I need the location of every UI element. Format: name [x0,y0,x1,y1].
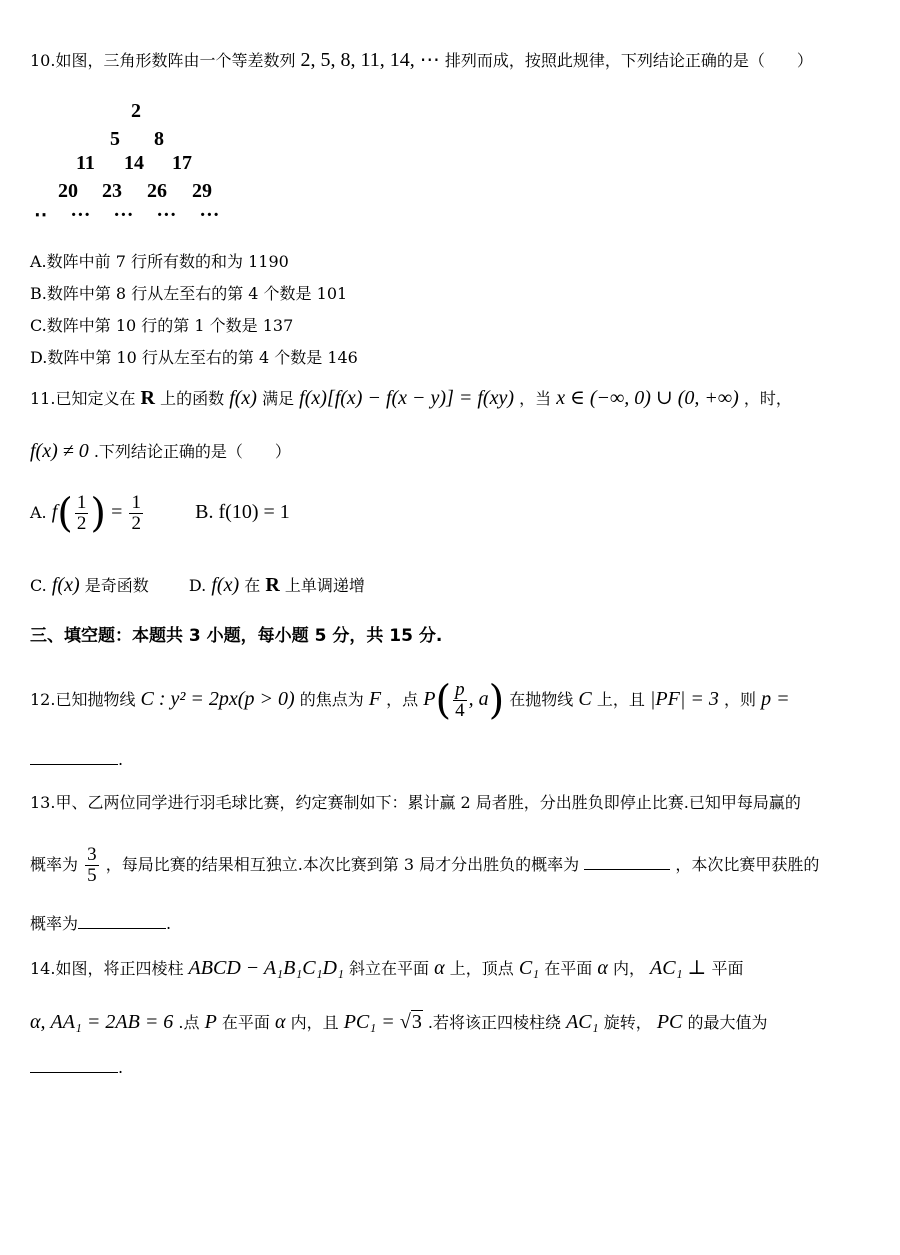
q13-probability-frac: $\frac{3}{5}$ [87,844,97,886]
q11-stem-num: 11.已知定义在 [30,389,136,408]
q14-vertex-c1: C₁ [518,957,540,979]
q10-option-a: A.数阵中前 7 行所有数的和为 1190 [30,252,289,271]
q13-line1: 13.甲、乙两位同学进行羽毛球比赛，约定赛制如下：累计赢 2 局者胜，分出胜负即停止比赛.已知甲每局赢的 [30,793,801,812]
triangle-cell: 14 [124,152,144,174]
q12-stem-b: 的焦点为 [299,689,364,709]
q14-line2 [30,1012,767,1032]
q12-answer-line [30,750,123,768]
q14-line1-f: 平面 [711,959,744,978]
q14-line2-g: 的最大值为 [687,1013,768,1032]
q14-end: . [118,1058,124,1077]
q14-ac1-perp: AC₁ ⊥ [650,957,707,979]
q14-line1-c: 上，顶点 [449,959,514,978]
triangle-cell: 20 [58,180,78,202]
q12-pf: |PF| = 3 [649,687,719,710]
q14-prism: ABCD − A₁B₁C₁D₁ [188,957,344,979]
q11-option-d-label: D. [188,576,207,595]
q13-end: . [166,914,172,933]
q13-line3 [30,914,171,932]
q14-line2-c: 在平面 [221,1013,270,1032]
triangle-cell: 29 [192,180,212,202]
q12-curve-name: C [578,687,592,710]
q11-real-set: R [140,387,155,409]
q11-function: f(x) [229,387,257,409]
q10-option-c: C.数阵中第 10 行的第 1 个数是 137 [30,316,294,335]
q14-line2-d: 内，且 [290,1013,339,1032]
q14-line1-b: 斜立在平面 [349,959,430,978]
q11-options-ab: A. f( $\frac{1}{2}$ ) = $\frac{1}{2}$ B. f(10) = 1 [30,490,290,537]
triangle-cell: 8 [154,128,164,150]
q12-point: P [423,687,436,710]
q14-pc: PC [656,1011,683,1033]
q14-alpha: α [434,957,445,979]
q11-option-a-equals: = [111,500,123,523]
q11-option-d-f: f(x) [211,574,240,596]
q11-stem-line1 [30,388,792,408]
q14-answer-line [30,1058,123,1076]
q11-option-d-real-set: R [265,574,280,596]
q11-domain: x ∈ (−∞, 0) ∪ (0, +∞) [556,387,739,409]
q14-point-p: P [204,1011,217,1033]
q13-line2-c: ，本次比赛甲获胜的 [675,854,820,874]
q12-point-y: , a [468,687,489,710]
q11-stem-e: .下列结论正确的是（ ） [93,442,291,461]
q14-line1-d: 在平面 [544,959,593,978]
q11-option-b: B. f(10) = 1 [195,500,290,523]
q12-p-equals: p = [761,687,790,710]
triangle-cell: 11 [76,152,95,174]
q14-alpha-2: α [597,957,608,979]
q10-option-d: D.数阵中第 10 行从左至右的第 4 个数是 146 [30,348,358,367]
q13-line2-b: ，每局比赛的结果相互独立.本次比赛到第 3 局才分出胜负的概率为 [105,854,580,874]
q12-end: . [118,750,124,769]
q12-stem-f: ，则 [723,689,756,709]
q13-answer-blank-1[interactable] [584,855,670,870]
q11-option-d-text1: 在 [244,576,261,595]
q10-stem [30,50,813,70]
q14-line1-e: 内， [612,959,645,978]
q14-line2-e: .若将该正四棱柱绕 [427,1013,561,1032]
q12-stem-a: 12.已知抛物线 [30,689,136,709]
q10-option-b: B.数阵中第 8 行从左至右的第 4 个数是 101 [30,284,348,303]
triangle-cell: 26 [147,180,167,202]
q11-stem-line2 [30,441,291,461]
q14-line1-a: 14.如图，将正四棱柱 [30,959,184,978]
q11-stem-b: 满足 [262,389,295,408]
q11-stem-a: 上的函数 [160,389,225,408]
q11-options-cd [30,575,365,595]
section-3-heading: 三、填空题：本题共 3 小题，每小题 5 分，共 15 分. [30,626,443,646]
q13-line2 [30,845,819,886]
q14-line2-b: .点 [178,1013,200,1032]
q11-stem-d: ，时， [743,389,792,408]
q13-line2-a: 概率为 [30,854,79,874]
q11-stem-c: ，当 [519,389,552,408]
q12-focus: F [368,687,382,710]
q11-option-a-frac-value: $\frac{1}{2}$ [131,492,141,534]
q10-stem-text-a: 10.如图，三角形数阵由一个等差数列 [30,51,296,70]
triangle-cell: 2 [131,100,141,122]
q14-line1 [30,958,743,978]
q12-stem: 12.已知抛物线 C : y² = 2px(p > 0) 的焦点为 F ，点 P( $\frac{p}{4}$ , a) 在抛物线 C 上，且 |PF| = 3 ，则 p = [30,677,790,724]
q12-stem-e: 上，且 [596,689,645,709]
q14-sqrt: √3 [399,1011,422,1033]
q11-option-c-label: C. [30,576,47,595]
q11-option-c-f: f(x) [51,574,80,596]
q12-stem-d: 在抛物线 [509,689,574,709]
q13-answer-blank-2[interactable] [78,914,166,929]
q10-stem-text-b: 排列而成，按照此规律，下列结论正确的是（ ） [444,51,813,70]
q11-equation: f(x)[f(x) − f(x − y)] = f(xy) [299,387,514,409]
q10-sequence: 2, 5, 8, 11, 14, ⋯ [300,49,440,71]
triangle-continuation-dots: ‥ … … … … [34,199,221,221]
triangle-cell: 23 [102,180,122,202]
q11-option-a-label: A. [30,502,47,522]
triangle-cell: 5 [110,128,120,150]
q14-answer-blank[interactable] [30,1058,118,1073]
q11-option-a-f: f [51,500,58,523]
q11-condition: f(x) ≠ 0 [30,440,89,462]
q11-option-d-text2: 上单调递增 [284,576,365,595]
q12-curve: C : y² = 2px(p > 0) [140,687,295,710]
q14-alpha-3: α [275,1011,286,1033]
q14-line2-f: 旋转， [603,1013,652,1032]
q13-line3-a: 概率为 [30,914,79,933]
q12-point-x-frac: $\frac{p}{4}$ [455,679,465,721]
q14-aa1-eq: α, AA₁ = 2AB = 6 [30,1011,174,1033]
q12-stem-c: ，点 [386,689,419,709]
q14-pc1: PC₁ = [343,1011,395,1033]
q12-answer-blank[interactable] [30,750,118,765]
triangle-cell: 17 [172,152,192,174]
q11-option-a-frac-arg: $\frac{1}{2}$ [76,492,87,534]
q11-option-c-text: 是奇函数 [84,576,149,595]
q14-ac1: AC₁ [566,1011,599,1033]
